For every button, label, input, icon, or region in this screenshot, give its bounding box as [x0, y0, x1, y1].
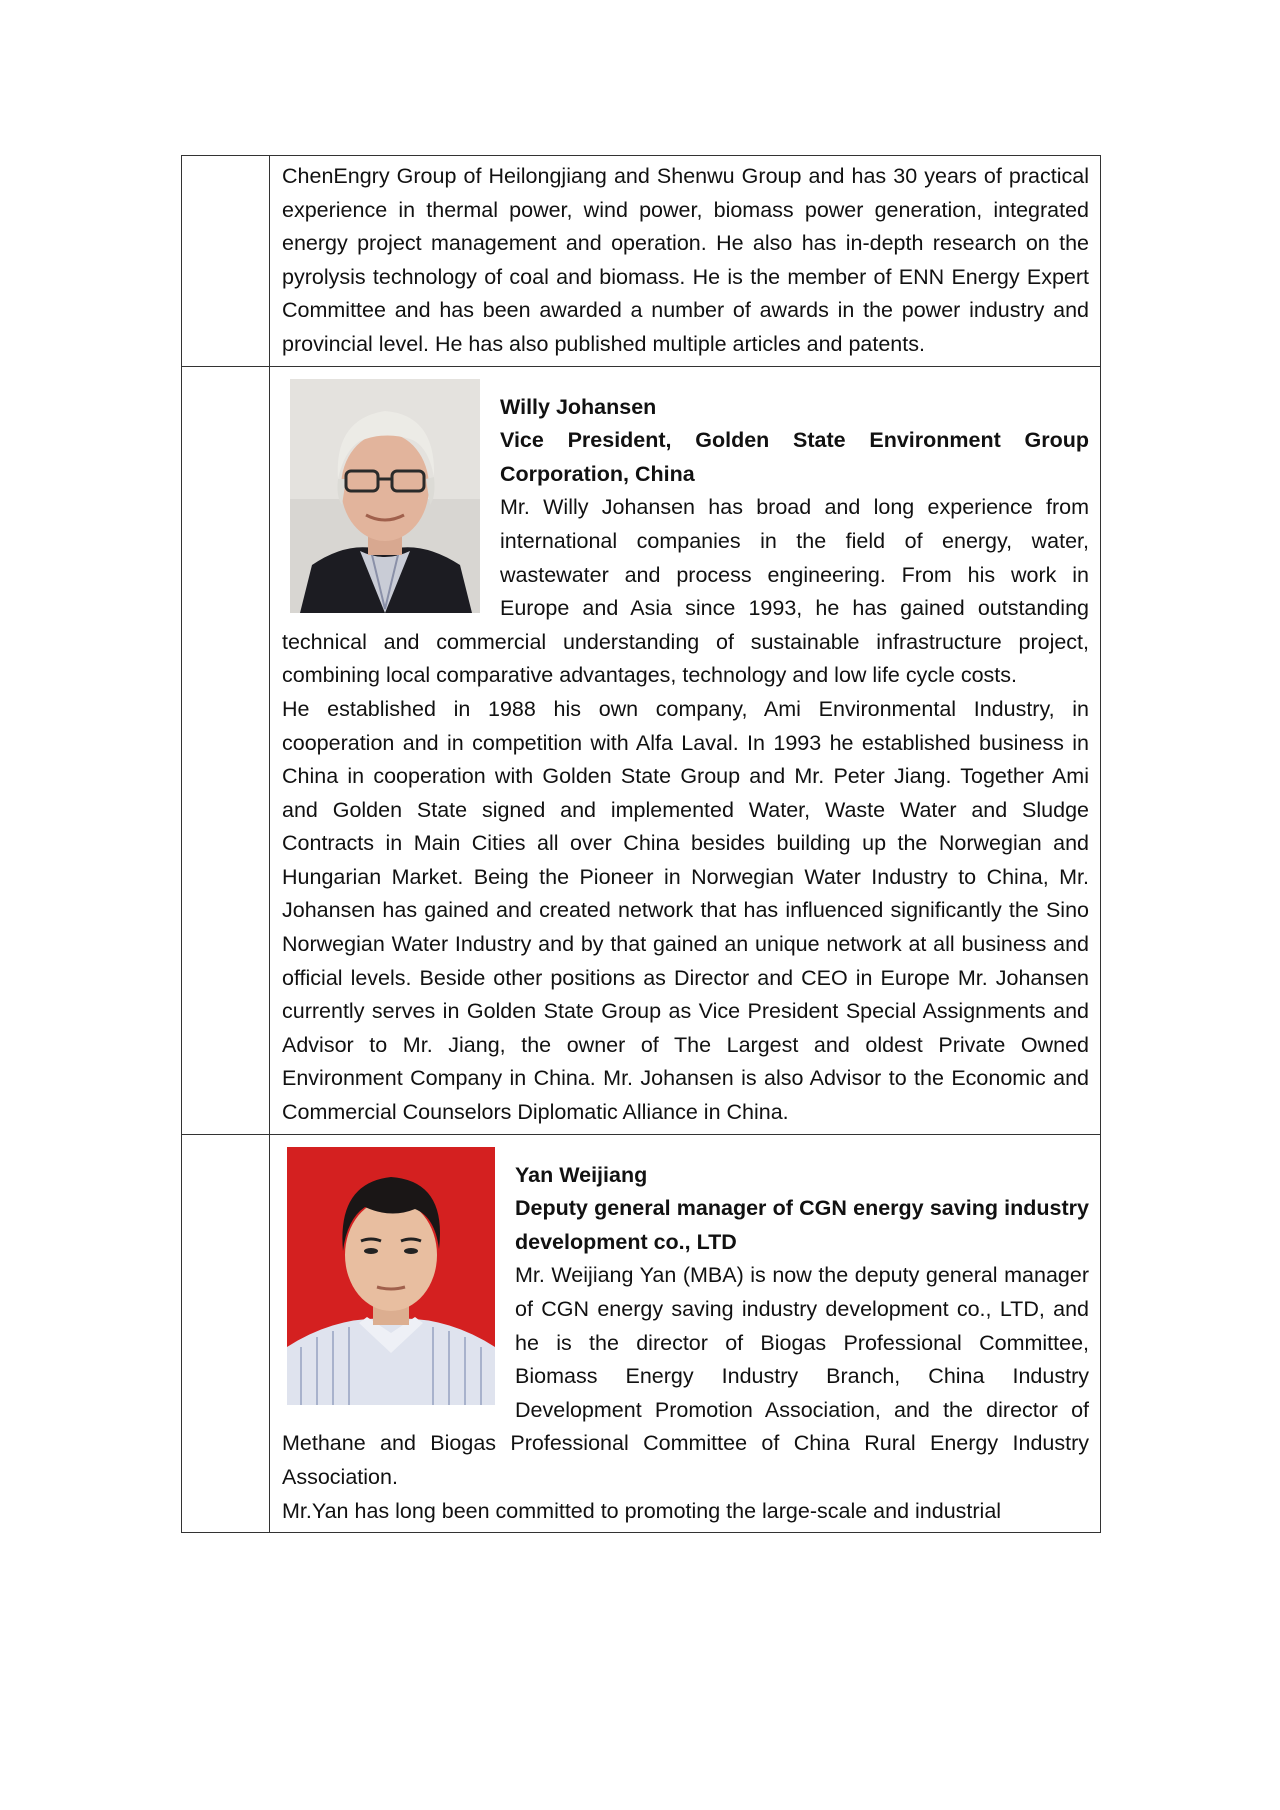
- speaker-photo-willy-johansen: [290, 379, 480, 613]
- bio-cell: [270, 156, 1101, 367]
- bio-paragraph: He established in 1988 his own company, Ami Environmental Industry, in cooperation and in competition with Alfa Laval. In 1993 he established business in China in cooperation with Golden State Group and Mr. Peter Jiang. Together Ami and Golden State signed and implemented Water, Waste Water and Sludge Contracts in Main Cities all over China besides building up the Norwegian and Hungarian Market. Being the Pioneer in Norwegian Water Industry to China, Mr. Johansen has gained and created network that has influenced significantly the Sino Norwegian Water Industry and by that gained an unique network at all business and official levels. Beside other positions as Director and CEO in Europe Mr. Johansen currently serves in Golden State Group as Vice President Special Assignments and Advisor to Mr. Jiang, the owner of The Largest and oldest Private Owned Environment Company in China. Mr. Johansen is also Advisor to the Economic and Commercial Counselors Diplomatic Alliance in China.: [282, 696, 1089, 1125]
- speaker-name: Willy Johansen: [500, 394, 657, 419]
- bio-paragraph: Mr.Yan has long been committed to promoting the large-scale and industrial: [282, 1498, 1002, 1523]
- bio-paragraph: Mr. Weijiang Yan (MBA) is now the deputy general manager of CGN energy saving industry development co., LTD, and he is the director of Biogas Professional Committee, Biomass Energy Industry Branch, China Industry Development Promotion Association, and the director of Methane and Biogas Professional Committee of China Rural Energy Industry Association.: [282, 1263, 1089, 1489]
- empty-left-cell: [182, 366, 270, 1134]
- bio-cell: [270, 366, 1101, 1134]
- table-row: [182, 366, 1101, 1134]
- bio-table: [181, 155, 1101, 1533]
- bio-paragraph: ChenEngry Group of Heilongjiang and Shenwu Group and has 30 years of practical experience in thermal power, wind power, biomass power generation, integrated energy project management and operation. He also has in-depth research on the pyrolysis technology of coal and biomass. He is the member of ENN Energy Expert Committee and has been awarded a number of awards in the power industry and provincial level. He has also published multiple articles and patents.: [282, 164, 1089, 356]
- table-row: [182, 156, 1101, 367]
- bio-cell: [270, 1134, 1101, 1533]
- empty-left-cell: [182, 156, 270, 367]
- speaker-title: Vice President, Golden State Environment Group Corporation, China: [500, 428, 1089, 486]
- empty-left-cell: [182, 1134, 270, 1533]
- bio-paragraph: Mr. Willy Johansen has broad and long experience from international companies in the field of energy, water, wastewater and process engineering. From his work in Europe and Asia since 1993, he has gained outstanding technical and commercial understanding of sustainable infrastructure project, combining local comparative advantages, technology and low life cycle costs.: [282, 495, 1089, 688]
- table-row: [182, 1134, 1101, 1533]
- speaker-photo-yan-weijiang: [287, 1147, 495, 1405]
- speaker-name: Yan Weijiang: [515, 1162, 648, 1187]
- speaker-title: Deputy general manager of CGN energy saving industry development co., LTD: [515, 1196, 1089, 1254]
